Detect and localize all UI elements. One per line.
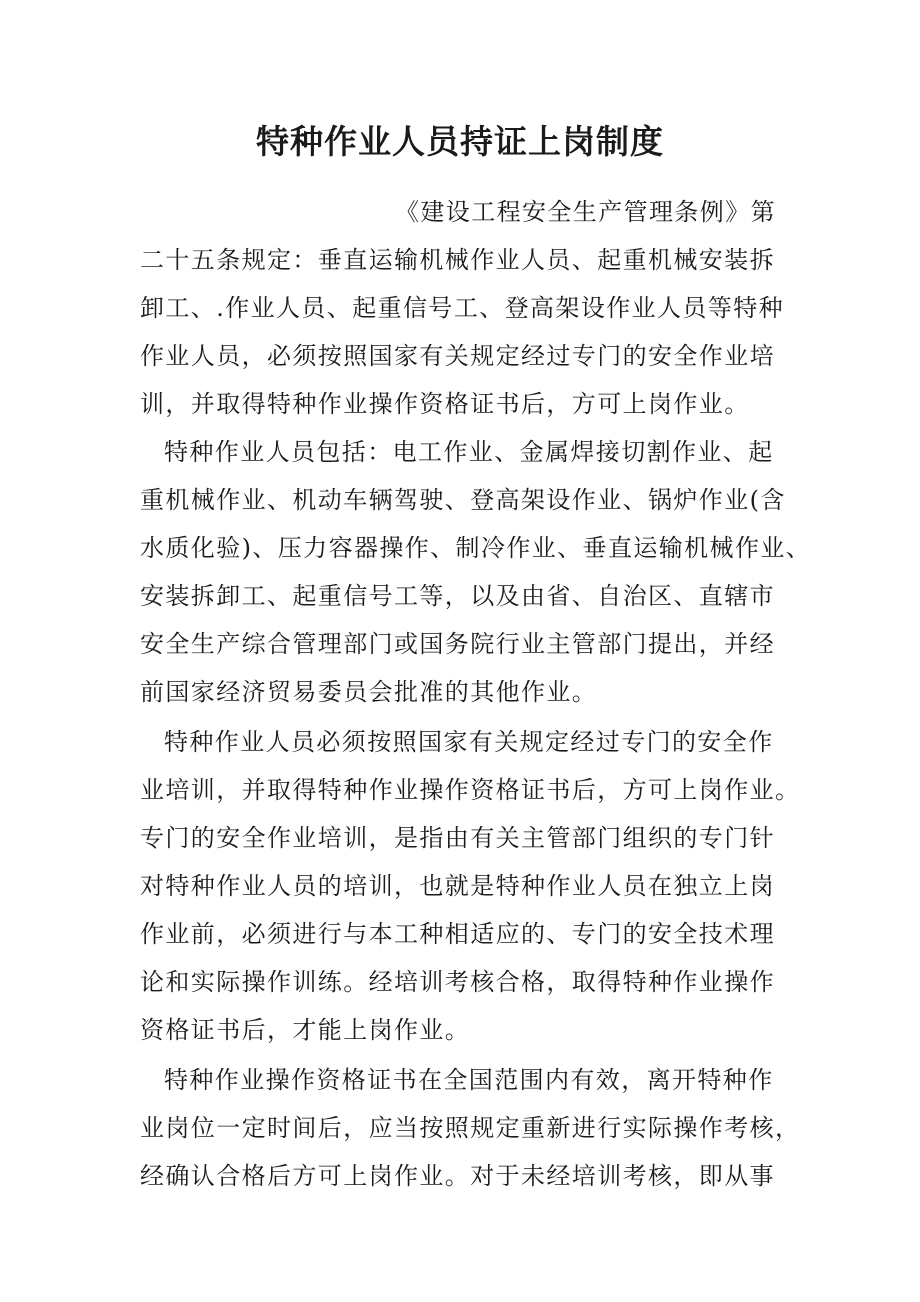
text-line: 经确认合格后方可上岗作业。对于未经培训考核，即从事	[140, 1162, 775, 1190]
text-line: 《建设工程安全生产管理条例》第	[395, 198, 776, 226]
text-line: 对特种作业人员的培训，也就是特种作业人员在独立上岗	[140, 872, 775, 900]
text-line: 特种作业操作资格证书在全国范围内有效，离开特种作	[164, 1066, 774, 1094]
text-line: 业岗位一定时间后，应当按照规定重新进行实际操作考核，	[140, 1114, 801, 1142]
text-line: 卸工、.作业人员、起重信号工、登高架设作业人员等特种	[140, 294, 785, 322]
text-line: 作业前，必须进行与本工种相适应的、专门的安全技术理	[140, 920, 775, 948]
text-line: 二十五条规定：垂直运输机械作业人员、起重机械安装拆	[140, 246, 775, 274]
text-line: 特种作业人员包括：电工作业、金属焊接切割作业、起	[164, 438, 774, 466]
text-line: 训，并取得特种作业操作资格证书后，方可上岗作业。	[140, 390, 750, 418]
text-line: 重机械作业、机动车辆驾驶、登高架设作业、锅炉作业(含	[140, 486, 786, 514]
text-line: 资格证书后，才能上岗作业。	[140, 1016, 471, 1044]
text-line: 特种作业人员必须按照国家有关规定经过专门的安全作	[164, 728, 774, 756]
text-line: 论和实际操作训练。经培训考核合格，取得特种作业操作	[140, 968, 775, 996]
text-line: 前国家经济贸易委员会批准的其他作业。	[140, 678, 598, 706]
document-title: 特种作业人员持证上岗制度	[256, 122, 664, 161]
text-line: 业培训，并取得特种作业操作资格证书后，方可上岗作业。	[140, 776, 801, 804]
text-line: 安装拆卸工、起重信号工等，以及由省、自治区、直辖市	[140, 582, 775, 610]
text-line: 水质化验)、压力容器操作、制冷作业、垂直运输机械作业、	[140, 534, 812, 562]
text-line: 作业人员，必须按照国家有关规定经过专门的安全作业培	[140, 342, 775, 370]
text-line: 专门的安全作业培训，是指由有关主管部门组织的专门针	[140, 824, 775, 852]
text-line: 安全生产综合管理部门或国务院行业主管部门提出，并经	[140, 630, 775, 658]
